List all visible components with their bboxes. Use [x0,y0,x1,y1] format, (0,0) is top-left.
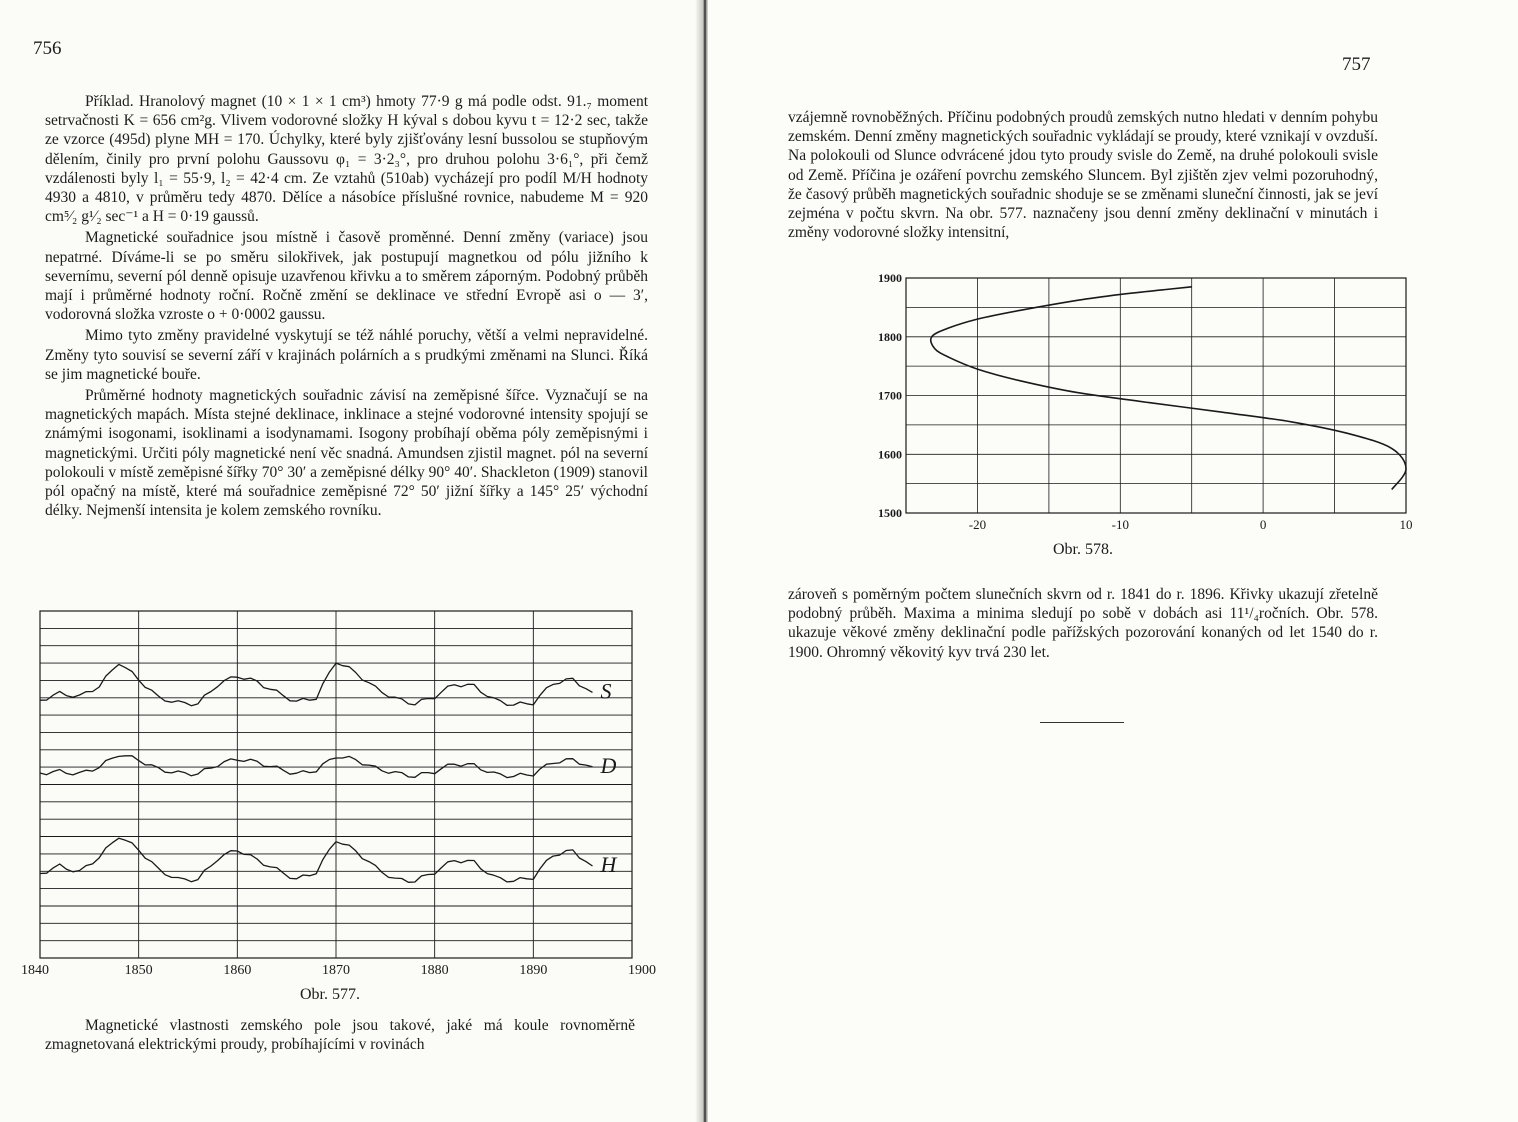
y-tick-label: 1800 [878,329,902,344]
figure-577-chart [0,596,700,986]
paragraph-storms: Mimo tyto změny pravidelné vyskytují se též náhlé poruchy, větší a velmi nepravidelné. Změny tyto souvisí se severní září v krajinách polárních a s prudkými změnami na Slunci. Říká se jim magnetické bouře. [45,327,648,383]
x-tick-label: 1870 [322,963,350,978]
figure-578-grid [906,278,1406,513]
x-tick-label: 1900 [628,963,656,978]
series-label-s: S [600,678,612,704]
figure-578-chart [848,268,1468,533]
paragraph-example: Příklad. Hranolový magnet (10 × 1 × 1 cm³) hmoty 77·9 g má podle odst. 91.₇ moment setrvačnosti K = 656 cm²g. Vlivem vodorovné složky H kýval s dobou kyvu t = 12·2 sec, takže ze vzorce (495d) plyne MH = 170. Úchylky, které byly zjišťovány lesní bussolou se stupňovým dělením, činily pro první polohu Gaussovu φ₁ = 3·2₃°, pro druhou polohu 3·6₁°, při čemž vzdálenosti byly l₁ = 55·9, l₂ = 42·4 cm. Ze vztahů (510ab) vycházejí pro podíl M/H hodnoty 4930 a 4810, v průměru tedy 4870. Dělíce a násobíce příslušné rovnice, nabudeme M = 920 cm⁵⁄₂ g¹⁄₂ sec⁻¹ a H = 0·19 gaussů. [45,93,648,226]
left-text-bottom [45,1016,635,1056]
series-label-h: H [600,852,617,877]
figure-577-x-tick-labels [21,963,656,978]
series-line-h [40,838,593,882]
y-tick-label: 1700 [878,388,902,403]
figure-578-x-tick-labels [969,517,1413,532]
series-label-d: D [600,752,617,778]
paragraph-currents: vzájemně rovnoběžných. Příčinu podobných proudů zemských nutno hledati v denním pohybu zemském. Denní změny magnetických souřadnic vykládají se proudy, které vznikají v ovzduší. Na polokouli od Slunce odvrácené jdou tyto proudy svisle do Země, na druhé polokouli svisle od Země. Příčina je ozáření povrchu zemského Sluncem. Byl zjištěn zjev velmi pozoruhodný, že časový průběh magnetických souřadnic shoduje se se změnami sluneční činnosti, jak se jeví zejména v počtu skvrn. Na obr. 577. naznačeny jsou denní změny deklinační v minutách i změny vodorovné složky intensitní, [788,109,1378,242]
x-tick-label: 1890 [519,963,548,978]
paragraph-variations: Magnetické souřadnice jsou místně i časově proměnné. Denní změny (variace) jsou nepatrné. Díváme-li se po směru silokřivek, jak postupují magnetkou od pólu jižního k severnímu, severní pól denně opisuje uzavřenou křivku a to směrem záporným. Podobný průběh mají i průměrné hodnoty roční. Ročně změní se deklinace ve střední Evropě asi o — 3′, vodorovná složka vzroste o + 0·0002 gaussu. [45,229,648,324]
x-tick-label: -20 [968,517,987,532]
y-tick-label: 1600 [878,447,902,462]
y-tick-label: 1500 [878,506,902,520]
paragraph-earth-field: Magnetické vlastnosti zemského pole jsou takové, jaké má koule rovnoměrně zmagnetovaná elektrickými proudy, probíhajícími v rovinách [45,1017,635,1054]
paragraph-maps: Průměrné hodnoty magnetických souřadnic závisí na zeměpisné šířce. Vyznačují se na magnetických mapách. Místa stejné deklinace, inklinace a stejné vodorovné intensity spojují se známými isogonami, isoklinami a isodynamami. Isogony probíhají oběma póly zeměpisnými i magnetickými. Určiti póly magnetické není věc snadná. Amundsen zjistil magnet. pól na severní polokouli v místě zeměpisné šířky 70° 30′ a zeměpisné délky 90° 40′. Shackleton (1909) stanovil pól opačný na místě, které má souřadnice zeměpisné 72° 50′ jižní šířky a 145° 25′ východní délky. Nejmenší intensita je kolem zemského rovníku. [45,387,648,520]
x-tick-label: 1850 [124,963,153,978]
x-tick-label: 1840 [21,963,49,978]
x-tick-label: 0 [1259,517,1267,532]
y-tick-label: 1900 [878,271,902,285]
figure-578-caption: Obr. 578. [1053,541,1113,558]
figure-577-series-labels [600,678,618,877]
left-page [0,0,700,1122]
x-tick-label: 1860 [223,963,252,978]
figure-577-series-lines [40,663,593,882]
paragraph-sunspots: zároveň s poměrným počtem slunečních skvrn od r. 1841 do r. 1896. Křivky ukazují zřetelně podobný průběh. Maxima a minima sledují po sobě v dobách asi 11¹/₄ročních. Obr. 578. ukazuje věkové změny deklinační podle pařížských pozorování konaných od let 1540 do r. 1900. Ohromný věkovitý kyv trvá 230 let. [788,586,1378,661]
x-tick-label: -10 [1111,517,1129,532]
figure-578-y-tick-labels [878,271,902,520]
figure-577-caption: Obr. 577. [300,986,360,1003]
x-tick-label: 10 [1399,517,1413,532]
right-text-bottom [788,585,1378,664]
right-text-top [788,108,1378,244]
closing-rule [1040,722,1124,723]
page-number-left: 756 [33,38,62,59]
series-line-s [40,663,593,706]
x-tick-label: 1880 [420,963,449,978]
left-text-top [45,92,648,522]
right-page [708,0,1518,1122]
page-number-right: 757 [1342,54,1371,75]
